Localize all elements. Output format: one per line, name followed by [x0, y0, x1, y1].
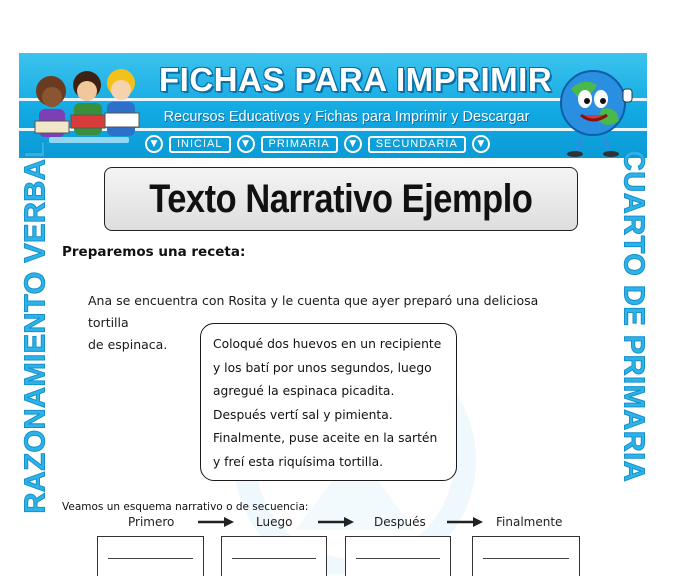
sequence-answer-box[interactable] — [97, 536, 204, 576]
answer-line — [483, 558, 569, 559]
sequence-step-label: Primero — [128, 515, 175, 529]
speech-line: Después vertí sal y pimienta. — [213, 407, 393, 422]
side-label-right: CUARTO DE PRIMARIA — [617, 149, 650, 483]
arrow-right-icon — [447, 516, 483, 528]
speech-line: Coloqué dos huevos en un recipiente — [213, 337, 442, 351]
banner-nav — [145, 135, 490, 153]
banner-title: FICHAS PARA IMPRIMIR — [159, 61, 553, 98]
speech-line: agregué la espinaca picadita. — [213, 384, 395, 398]
download-icon: ▼ — [472, 135, 490, 153]
intro-line: de espinaca. — [88, 337, 168, 352]
nav-inicial-button[interactable]: INICIAL — [169, 136, 231, 153]
sequence-answer-box[interactable] — [345, 536, 451, 576]
banner-subtitle: Recursos Educativos y Fichas para Imprimir y Descargar — [163, 109, 530, 125]
worksheet-title: Texto Narrativo Ejemplo — [149, 176, 533, 221]
speech-line: y los batí por unos segundos, luego — [213, 360, 432, 375]
download-icon: ▼ — [237, 135, 255, 153]
globe-mascot-illustration — [551, 59, 641, 157]
side-label-left: RAZONAMIENTO VERBAL — [19, 140, 52, 514]
download-icon: ▼ — [344, 135, 362, 153]
intro-line: Ana se encuentra con Rosita y le cuenta que ayer preparó una deliciosa tortilla — [88, 293, 539, 330]
answer-line — [232, 558, 316, 559]
download-icon: ▼ — [145, 135, 163, 153]
sequence-intro: Veamos un esquema narrativo o de secuencia: — [62, 501, 309, 513]
recipe-speech-box — [200, 323, 457, 481]
answer-line — [108, 558, 193, 559]
sequence-answer-box[interactable] — [221, 536, 327, 576]
nav-primaria-button[interactable]: PRIMARIA — [261, 136, 338, 153]
sequence-step-label: Después — [374, 515, 426, 529]
arrow-right-icon — [318, 516, 354, 528]
section-heading: Preparemos una receta: — [62, 244, 246, 260]
sequence-step-label: Luego — [256, 515, 293, 529]
worksheet-title-box — [104, 167, 578, 231]
answer-line — [356, 558, 440, 559]
sequence-answer-box[interactable] — [472, 536, 580, 576]
speech-line: Finalmente, puse aceite en la sartén — [213, 431, 438, 445]
speech-line: y freí esta riquísima tortilla. — [213, 454, 384, 469]
nav-secundaria-button[interactable]: SECUNDARIA — [368, 136, 466, 153]
arrow-right-icon — [198, 516, 234, 528]
sequence-step-label: Finalmente — [496, 515, 563, 529]
header-banner — [19, 49, 647, 158]
